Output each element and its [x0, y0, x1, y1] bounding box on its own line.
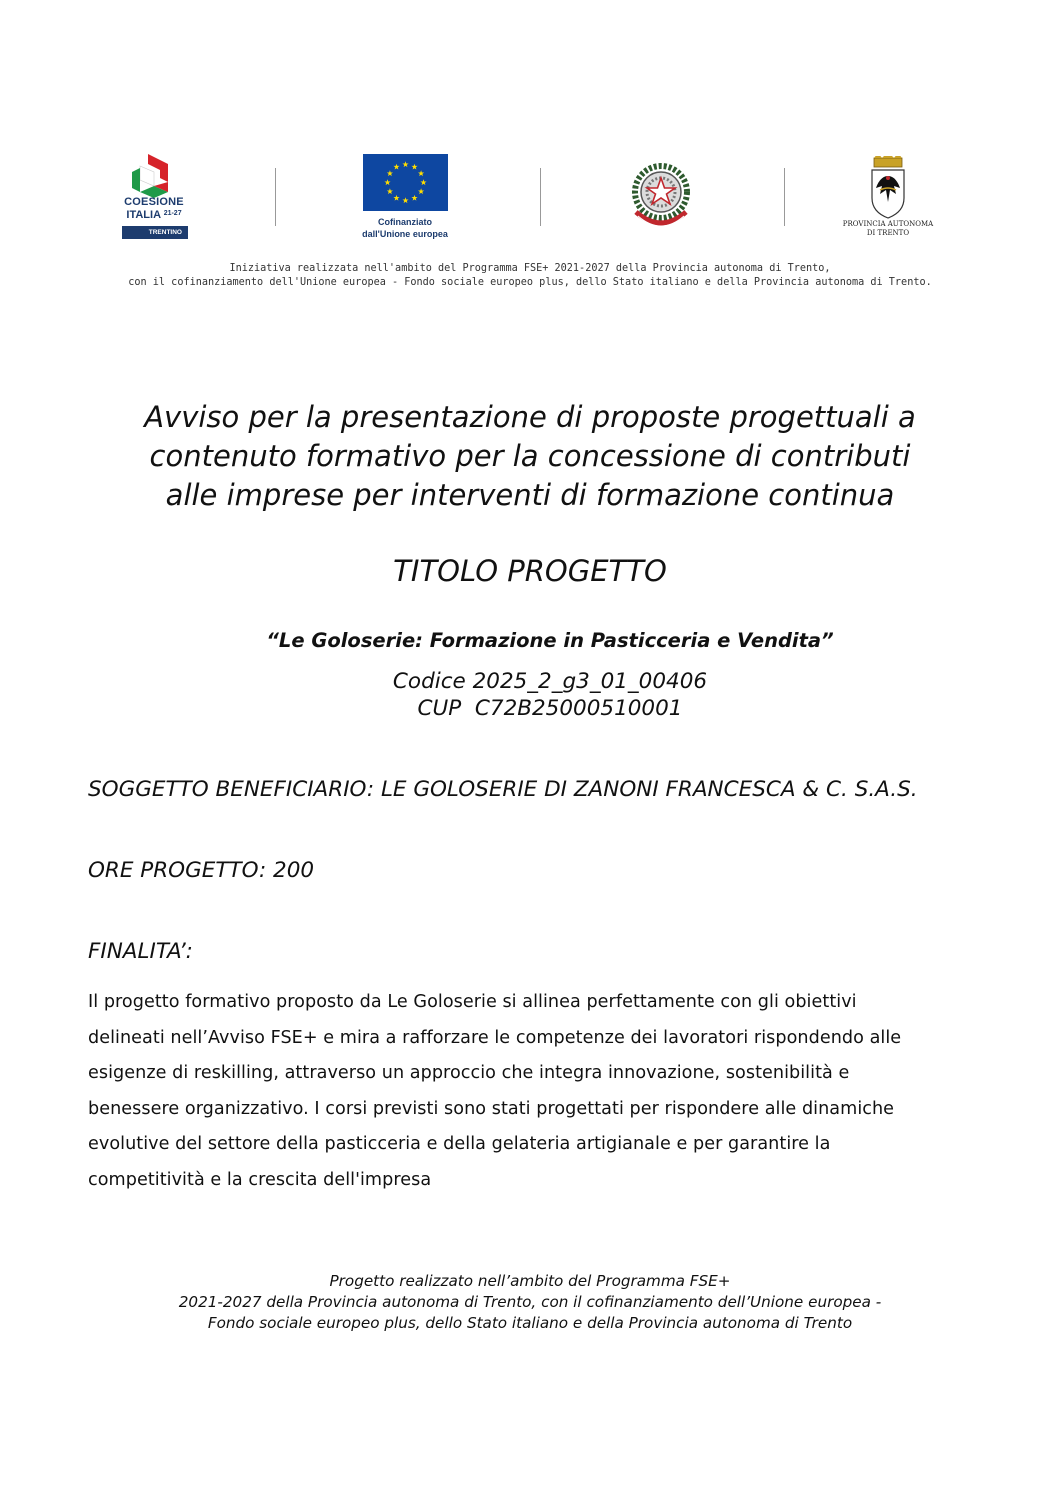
purpose-text-line: esigenze di reskilling, attraverso un approccio che integra innovazione, sostenibilità e	[88, 1063, 850, 1083]
eu-star-icon	[411, 164, 417, 170]
eu-star-icon	[402, 161, 408, 167]
eu-star-icon	[418, 170, 424, 176]
eu-star-icon	[411, 195, 417, 201]
eu-star-icon	[384, 179, 390, 185]
purpose-text-line: delineati nell’Avviso FSE+ e mira a rafforzare le competenze dei lavoratori rispondendo alle	[88, 1027, 902, 1048]
purpose-text-line: evolutive del settore della pasticceria e della gelateria artigianale e per garantire la	[88, 1134, 831, 1154]
project-title-heading: TITOLO PROGETTO	[393, 554, 667, 588]
project-code: Codice 2025_2_g3_01_00406	[392, 669, 708, 694]
footer-note	[60, 1271, 1000, 1334]
eu-caption	[340, 216, 470, 240]
trento-shield-icon	[838, 156, 938, 220]
eu-star-icon	[418, 188, 424, 194]
project-hours: ORE PROGETTO: 200	[88, 858, 315, 883]
trento-caption: PROVINCIA AUTONOMA DI TRENTO	[842, 220, 934, 237]
purpose-text-line: benessere organizzativo. I corsi previsti sono stati progettati per rispondere alle dinamiche	[88, 1098, 895, 1119]
eu-star-icon	[420, 179, 426, 185]
initiative-line: Iniziativa realizzata nell'ambito del Programma FSE+ 2021-2027 della Provincia autonoma di Trento,	[229, 263, 831, 274]
italian-republic-emblem-icon	[622, 152, 700, 238]
logo-divider	[275, 168, 276, 226]
notice-title-line: Avviso per la presentazione di proposte progettuali a	[144, 400, 916, 434]
eu-flag-icon	[363, 154, 448, 211]
purpose-text-line: Il progetto formativo proposto da Le Goloserie si allinea perfettamente con gli obiettivi	[88, 992, 857, 1012]
notice-title-line: contenuto formativo per la concessione di contributi	[149, 439, 911, 473]
notice-title-line: alle imprese per interventi di formazione continua	[165, 478, 895, 512]
project-name: “Le Goloserie: Formazione in Pasticceria e Vendita”	[266, 629, 834, 652]
initiative-line: con il cofinanziamento dell'Unione europea - Fondo sociale europeo plus, dello Stato italiano e della Provincia autonoma di Trento.	[128, 277, 932, 288]
purpose-text-line: competitività e la crescita dell'impresa	[88, 1169, 432, 1190]
initiative-note	[60, 262, 1000, 290]
provincia-trento-logo	[838, 156, 938, 238]
coesione-line2: ITALIA $^{21-27}$	[126, 209, 182, 221]
eu-star-icon	[387, 170, 393, 176]
coesione-italia-logo	[118, 152, 190, 242]
eu-star-icon	[387, 188, 393, 194]
purpose-label: FINALITA’:	[88, 939, 193, 964]
coesione-region: TRENTINO	[122, 226, 188, 239]
footer-line: 2021-2027 della Provincia autonoma di Trento, con il cofinanziamento dell’Unione europea -	[178, 1293, 882, 1311]
eu-star-icon	[402, 197, 408, 203]
eu-caption-line1: Cofinanziato	[378, 217, 432, 227]
logo-divider	[784, 168, 785, 226]
eu-caption-line2: dall'Unione europea	[362, 229, 448, 239]
notice-title	[60, 398, 1000, 515]
beneficiary: SOGGETTO BENEFICIARIO: LE GOLOSERIE DI ZANONI FRANCESCA & C. S.A.S.	[88, 777, 918, 802]
footer-line: Fondo sociale europeo plus, dello Stato italiano e della Provincia autonoma di Trento	[207, 1314, 853, 1332]
logo-divider	[540, 168, 541, 226]
project-cup: CUP C72B25000510001	[417, 696, 683, 721]
coesione-cube-icon	[118, 152, 190, 198]
project-codes	[200, 668, 900, 722]
purpose-text	[88, 985, 998, 1198]
eu-star-icon	[393, 164, 399, 170]
eu-star-icon	[393, 195, 399, 201]
coesione-line1: COESIONE	[124, 196, 184, 208]
footer-line: Progetto realizzato nell’ambito del Programma FSE+	[329, 1272, 731, 1290]
